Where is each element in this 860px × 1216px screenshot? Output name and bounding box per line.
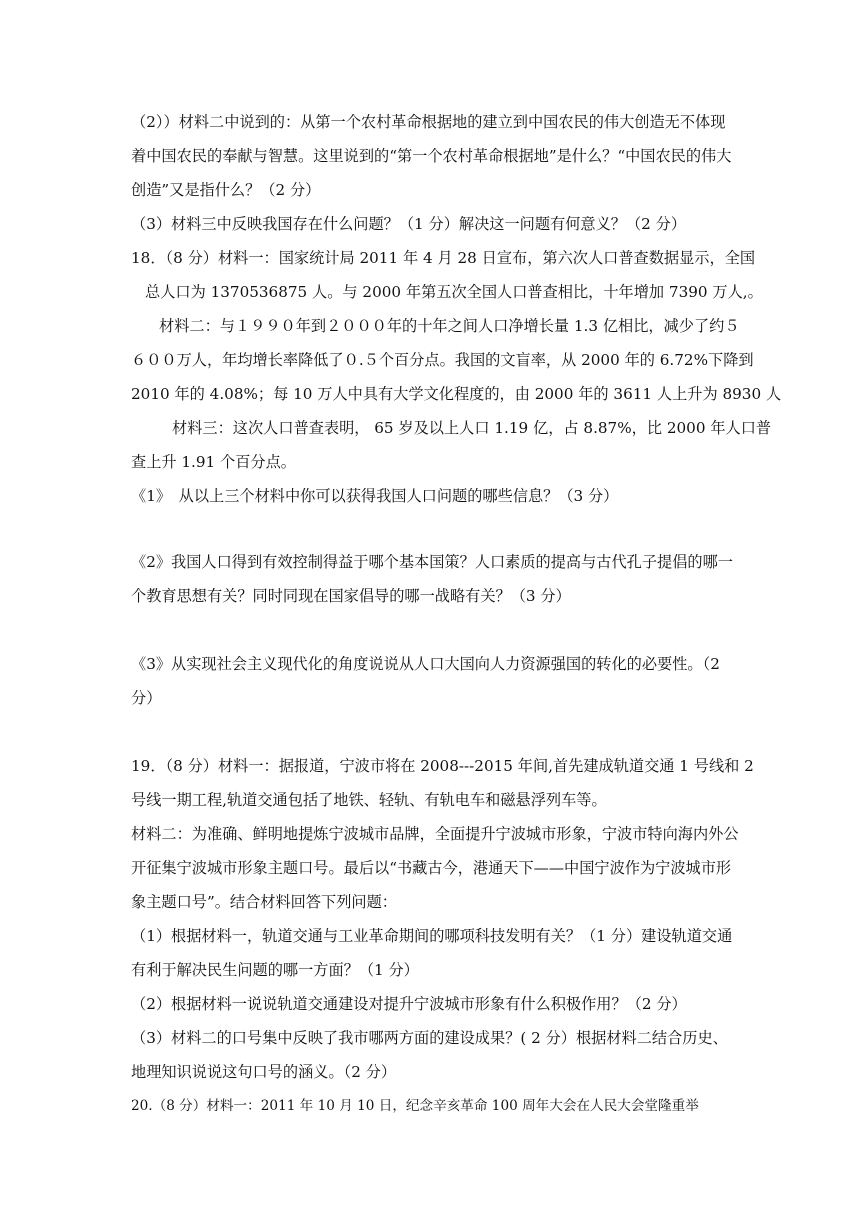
q19-material2-line-2: 开征集宁波城市形象主题口号。最后以“书藏古今，港通天下——中国宁波作为宁波城市形 <box>131 859 732 877</box>
q19-material2-line-1: 材料二：为准确、鲜明地提炼宁波城市品牌，全面提升宁波城市形象，宁波市特向海内外公 <box>131 825 739 843</box>
q19-question-1-line-1: （1）根据材料一，轨道交通与工业革命期间的哪项科技发明有关？（1 分）建设轨道交通 <box>131 927 733 945</box>
q17-part3: （3）材料三中反映我国存在什么问题？（1 分）解决这一问题有何意义？（2 分） <box>131 215 687 233</box>
q17-part2-line-3: 创造”又是指什么？（2 分） <box>131 181 321 199</box>
q18-question-3-line-2: 分） <box>131 689 162 707</box>
q18-material2-line-1: 材料二：与１９９０年到２０００年的十年之间人口净增长量 1.3 亿相比，减少了约５ <box>159 317 740 335</box>
q19-line-2: 号线一期工程,轨道交通包括了地铁、轻轨、有轨电车和磁悬浮列车等。 <box>131 791 607 809</box>
q19-question-3-line-1: （3）材料二的口号集中反映了我市哪两方面的建设成果？( 2 分）根据材料二结合历史、 <box>131 1029 728 1047</box>
q18-question-3-line-1: 《3》从实现社会主义现代化的角度说说从人口大国向人力资源强国的转化的必要性。（2 <box>131 655 720 673</box>
q19-question-2: （2）根据材料一说说轨道交通建设对提升宁波城市形象有什么积极作用？（2 分） <box>131 995 687 1013</box>
q18-material2-line-2: ６００万人，年均增长率降低了０.５个百分点。我国的文盲率，从 2000 年的 6.72%下降到 <box>131 351 754 369</box>
q19-question-1-line-2: 有利于解决民生问题的哪一方面？（1 分） <box>131 961 419 979</box>
q18-material3-line-2: 查上升 1.91 个百分点。 <box>131 453 296 471</box>
q19-line-1: 19．（8 分）材料一：据报道，宁波市将在 2008---2015 年间,首先建成轨道交通 1 号线和 2 <box>131 757 754 775</box>
q19-material2-line-3: 象主题口号”。结合材料回答下列问题： <box>131 893 397 911</box>
q18-line-2: 总人口为 1370536875 人。与 2000 年第五次全国人口普查相比，十年增加 7390 万人,。 <box>145 283 763 301</box>
q18-question-2-line-2: 个教育思想有关？同时同现在国家倡导的哪一战略有关？（3 分） <box>131 587 571 605</box>
q18-question-1: 《1》 从以上三个材料中你可以获得我国人口问题的哪些信息？（3 分） <box>131 487 619 505</box>
q17-part2-line-1: （2））材料二中说到的：从第一个农村革命根据地的建立到中国农民的伟大创造无不体现 <box>131 113 726 131</box>
q18-material2-line-3: 2010 年的 4.08%；每 10 万人中具有大学文化程度的，由 2000 年的 3611 人上升为 8930 人 <box>131 385 782 403</box>
q18-question-2-line-1: 《2》我国人口得到有效控制得益于哪个基本国策？人口素质的提高与古代孔子提倡的哪一 <box>131 553 733 571</box>
q18-line-1: 18．（8 分）材料一：国家统计局 2011 年 4 月 28 日宣布，第六次人口普查数据显示，全国 <box>131 249 756 267</box>
q18-material3-line-1: 材料三：这次人口普查表明， 65 岁及以上人口 1.19 亿，占 8.87%，比 2000 年人口普 <box>172 419 772 437</box>
q17-part2-line-2: 着中国农民的奉献与智慧。这里说到的“第一个农村革命根据地”是什么？“中国农民的伟大 <box>131 147 732 165</box>
q19-question-3-line-2: 地理知识说说这句口号的涵义。（2 分） <box>131 1063 397 1081</box>
q20-line-1: 20.（8 分）材料一：2011 年 10 月 10 日，纪念辛亥革命 100 周年大会在人民大会堂隆重举 <box>131 1098 699 1114</box>
